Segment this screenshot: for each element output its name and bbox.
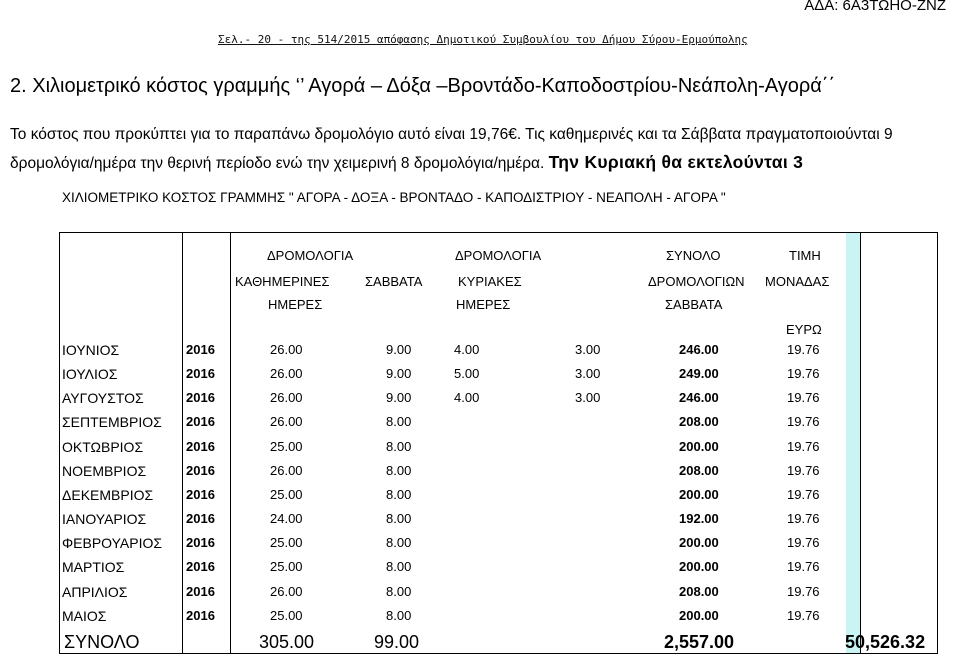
unit-price-cell: 19.76 [787, 390, 820, 406]
total-routes-cell: 200.00 [679, 486, 719, 502]
weekdays-cell: 25.00 [270, 559, 303, 575]
unit-price-cell: 19.76 [787, 511, 820, 527]
page-reference: Σελ.- 20 - της 514/2015 απόφασης Δημοτικού Συμβουλίου του Δήμου Σύρου-Ερμούπολης [218, 33, 748, 46]
table-border-right [937, 232, 938, 654]
year-cell: 2016 [186, 390, 215, 406]
paragraph-line-2-bold: Την Κυριακή θα εκτελούνται 3 [548, 152, 804, 172]
paragraph-line-1: Το κόστος που προκύπτει για το παραπάνω δρομολόγιο αυτό είναι 19,76€. Τις καθημερινές και τα Σάββατα πραγματοποιούνται 9 [10, 126, 893, 143]
unit-price-cell: 19.76 [787, 486, 820, 502]
unit-price-cell: 19.76 [787, 342, 820, 357]
saturdays-cell: 8.00 [386, 511, 412, 527]
month-cell: ΜΑΡΤΙΟΣ [62, 559, 125, 576]
sunday-routes-cell: 3.00 [575, 390, 601, 406]
unit-price-cell: 19.76 [787, 607, 820, 623]
sunday-routes-cell: 3.00 [575, 366, 601, 382]
header-saturdays-2: ΣΑΒΒΑΤΑ [665, 297, 723, 312]
header-total: ΣΥΝΟΛΟ [666, 248, 721, 263]
header-saturdays: ΣΑΒΒΑΤΑ [365, 274, 423, 289]
year-cell: 2016 [186, 366, 215, 382]
weekdays-cell: 26.00 [270, 390, 303, 406]
month-cell: ΙΟΥΛΙΟΣ [62, 366, 118, 383]
header-route-count: ΔΡΟΜΟΛΟΓΙΩΝ [648, 274, 745, 289]
saturdays-cell: 9.00 [386, 390, 412, 406]
total-routes-cell: 208.00 [679, 583, 719, 599]
table-col-divider [230, 232, 231, 654]
table-col-divider [860, 232, 861, 654]
saturdays-cell: 8.00 [386, 583, 412, 599]
total-routes-cell: 208.00 [679, 414, 719, 430]
ada-code: ΑΔΑ: 6Α3ΤΩΗΟ-ΖΝΖ [804, 0, 946, 14]
weekdays-cell: 25.00 [270, 607, 303, 623]
header-weekdays: ΚΑΘΗΜΕΡΙΝΕΣ [235, 274, 330, 289]
total-routes-cell: 246.00 [679, 342, 719, 357]
saturdays-cell: 8.00 [386, 559, 412, 575]
year-cell: 2016 [186, 438, 215, 454]
total-routes-cell: 192.00 [679, 511, 719, 527]
year-cell: 2016 [186, 535, 215, 551]
sundays-cell: 4.00 [454, 390, 480, 406]
header-days-2: ΗΜΕΡΕΣ [456, 297, 511, 312]
table-border-left [59, 232, 60, 654]
month-cell: ΙΑΝΟΥΑΡΙΟΣ [62, 511, 147, 528]
total-routes-cell: 200.00 [679, 535, 719, 551]
unit-price-cell: 19.76 [787, 366, 820, 382]
saturdays-cell: 8.00 [386, 414, 412, 430]
saturdays-cell: 8.00 [386, 535, 412, 551]
weekdays-cell: 25.00 [270, 438, 303, 454]
month-cell: ΑΠΡΙΛΙΟΣ [62, 583, 128, 600]
paragraph-line-2 [10, 152, 803, 173]
total-label: ΣΥΝΟΛΟ [64, 632, 140, 652]
year-cell: 2016 [186, 511, 215, 527]
table-title: ΧΙΛΙΟΜΕΤΡΙΚΟ ΚΟΣΤΟΣ ΓΡΑΜΜΗΣ " ΑΓΟΡΑ - ΔΟΞΑ - ΒΡΟΝΤΑΔΟ - ΚΑΠΟΔΙΣΤΡΙΟΥ - ΝΕΑΠΟΛΗ - ΑΓΟΡΑ " [62, 190, 726, 205]
saturdays-cell: 9.00 [386, 342, 412, 357]
saturdays-cell: 9.00 [386, 366, 412, 382]
year-cell: 2016 [186, 607, 215, 623]
paragraph-line-2-text: δρομολόγια/ημέρα την θερινή περίοδο ενώ την χειμερινή 8 δρομολόγια/ημέρα. [10, 155, 545, 172]
weekdays-cell: 24.00 [270, 511, 303, 527]
month-cell: ΟΚΤΩΒΡΙΟΣ [62, 438, 144, 455]
saturdays-cell: 8.00 [386, 607, 412, 623]
weekdays-cell: 26.00 [270, 366, 303, 382]
saturdays-cell: 8.00 [386, 486, 412, 502]
sunday-routes-cell: 3.00 [575, 342, 601, 357]
year-cell: 2016 [186, 559, 215, 575]
saturdays-cell: 8.00 [386, 438, 412, 454]
header-unit: ΜΟΝΑΔΑΣ [765, 274, 830, 289]
total-amount: 50,526.32 [845, 632, 926, 652]
unit-price-cell: 19.76 [787, 559, 820, 575]
total-routes-cell: 208.00 [679, 462, 719, 478]
unit-price-cell: 19.76 [787, 462, 820, 478]
unit-price-cell: 19.76 [787, 438, 820, 454]
weekdays-cell: 26.00 [270, 462, 303, 478]
header-price: ΤΙΜΗ [789, 248, 821, 263]
header-routes-2: ΔΡΟΜΟΛΟΓΙΑ [455, 248, 542, 263]
month-cell: ΔΕΚΕΜΒΡΙΟΣ [62, 486, 154, 503]
year-cell: 2016 [186, 414, 215, 430]
total-saturdays: 99.00 [374, 632, 420, 652]
total-routes-cell: 200.00 [679, 438, 719, 454]
unit-price-cell: 19.76 [787, 414, 820, 430]
sundays-cell: 4.00 [454, 342, 480, 357]
total-routes: 2,557.00 [664, 632, 735, 652]
year-cell: 2016 [186, 342, 215, 357]
month-cell: ΣΕΠΤΕΜΒΡΙΟΣ [62, 414, 162, 431]
table-border-top [59, 232, 938, 233]
saturdays-cell: 8.00 [386, 462, 412, 478]
month-cell: ΝΟΕΜΒΡΙΟΣ [62, 462, 147, 479]
year-cell: 2016 [186, 462, 215, 478]
header-sundays: ΚΥΡΙΑΚΕΣ [458, 274, 522, 289]
year-cell: 2016 [186, 583, 215, 599]
table-highlight-band [846, 232, 860, 654]
year-cell: 2016 [186, 486, 215, 502]
header-euro: ΕΥΡΩ [786, 322, 822, 337]
table-border-bottom [59, 653, 938, 654]
unit-price-cell: 19.76 [787, 535, 820, 551]
total-weekdays: 305.00 [259, 632, 315, 652]
total-routes-cell: 200.00 [679, 559, 719, 575]
month-cell: ΑΥΓΟΥΣΤΟΣ [62, 390, 144, 407]
sundays-cell: 5.00 [454, 366, 480, 382]
header-days-1: ΗΜΕΡΕΣ [268, 297, 323, 312]
total-routes-cell: 246.00 [679, 390, 719, 406]
weekdays-cell: 26.00 [270, 583, 303, 599]
weekdays-cell: 25.00 [270, 535, 303, 551]
total-routes-cell: 249.00 [679, 366, 719, 382]
month-cell: ΙΟΥΝΙΟΣ [62, 342, 120, 358]
weekdays-cell: 26.00 [270, 342, 303, 357]
month-cell: ΦΕΒΡΟΥΑΡΙΟΣ [62, 535, 163, 552]
table-col-divider [182, 232, 183, 654]
unit-price-cell: 19.76 [787, 583, 820, 599]
total-routes-cell: 200.00 [679, 607, 719, 623]
cost-table [59, 232, 938, 654]
header-routes-1: ΔΡΟΜΟΛΟΓΙΑ [267, 248, 354, 263]
weekdays-cell: 26.00 [270, 414, 303, 430]
section-heading: 2. Χιλιομετρικό κόστος γραμμής ‘’ Αγορά – Δόξα –Βροντάδο-Καποδοστρίου-Νεάπολη-Αγορά΄΄ [10, 75, 836, 97]
weekdays-cell: 25.00 [270, 486, 303, 502]
month-cell: ΜΑΙΟΣ [62, 607, 107, 624]
